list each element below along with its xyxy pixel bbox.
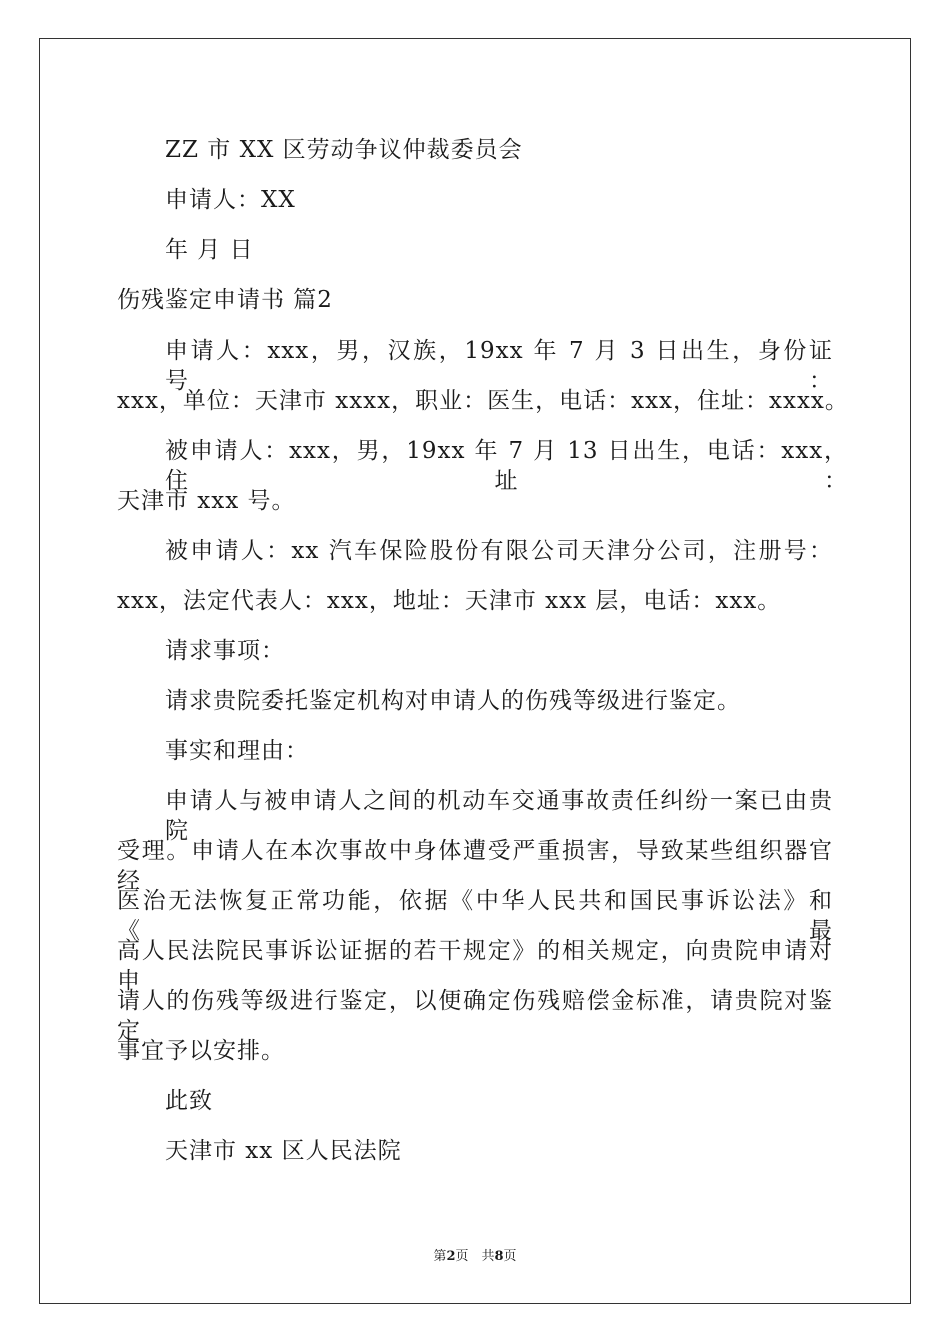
facts-line-1: 申请人与被申请人之间的机动车交通事故责任纠纷一案已由贵院 <box>165 788 833 844</box>
respondent-2-line-2: xxx，法定代表人：xxx，地址：天津市 xxx 层，电话：xxx。 <box>117 588 782 614</box>
respondent-2-line-1: 被申请人：xx 汽车保险股份有限公司天津分公司，注册号： <box>165 538 833 564</box>
facts-line-3: 医治无法恢复正常功能，依据《中华人民共和国民事诉讼法》和《最 <box>117 888 833 944</box>
applicant-line-1: 申请人：xxx，男，汉族，19xx 年 7 月 3 日出生，身份证号： <box>165 338 833 394</box>
page-number-footer <box>0 1249 950 1265</box>
applicant-line-2: xxx，单位：天津市 xxxx，职业：医生，电话：xxx，住址：xxxx。 <box>117 388 849 414</box>
respondent-1-line-2: 天津市 xxx 号。 <box>117 488 296 514</box>
line-date-blank: 年 月 日 <box>165 237 254 263</box>
addressee-court: 天津市 xx 区人民法院 <box>165 1138 402 1164</box>
facts-line-6: 事宜予以安排。 <box>117 1038 285 1064</box>
facts-line-4: 高人民法院民事诉讼证据的若干规定》的相关规定，向贵院申请对申 <box>117 938 833 994</box>
facts-line-5: 请人的伤残等级进行鉴定，以便确定伤残赔偿金标准，请贵院对鉴定 <box>117 988 833 1044</box>
closing-salutation: 此致 <box>165 1088 213 1114</box>
line-applicant-signature: 申请人：XX <box>165 187 296 213</box>
facts-line-2: 受理。申请人在本次事故中身体遭受严重损害，导致某些组织器官经 <box>117 838 833 894</box>
footer-middle: 页 共 <box>455 1249 495 1264</box>
line-arbitration-committee: ZZ 市 XX 区劳动争议仲裁委员会 <box>165 137 523 163</box>
section-title: 伤残鉴定申请书 篇2 <box>117 287 333 313</box>
request-text: 请求贵院委托鉴定机构对申请人的伤残等级进行鉴定。 <box>165 688 741 714</box>
heading-requests: 请求事项： <box>165 638 285 664</box>
heading-facts-reasons: 事实和理由： <box>165 738 309 764</box>
footer-total-pages: 8 <box>494 1249 504 1264</box>
footer-prefix: 第 <box>433 1249 447 1264</box>
respondent-1-line-1: 被申请人：xxx，男，19xx 年 7 月 13 日出生，电话：xxx，住址： <box>165 438 848 494</box>
footer-current-page: 2 <box>446 1249 456 1264</box>
footer-suffix: 页 <box>503 1249 517 1264</box>
